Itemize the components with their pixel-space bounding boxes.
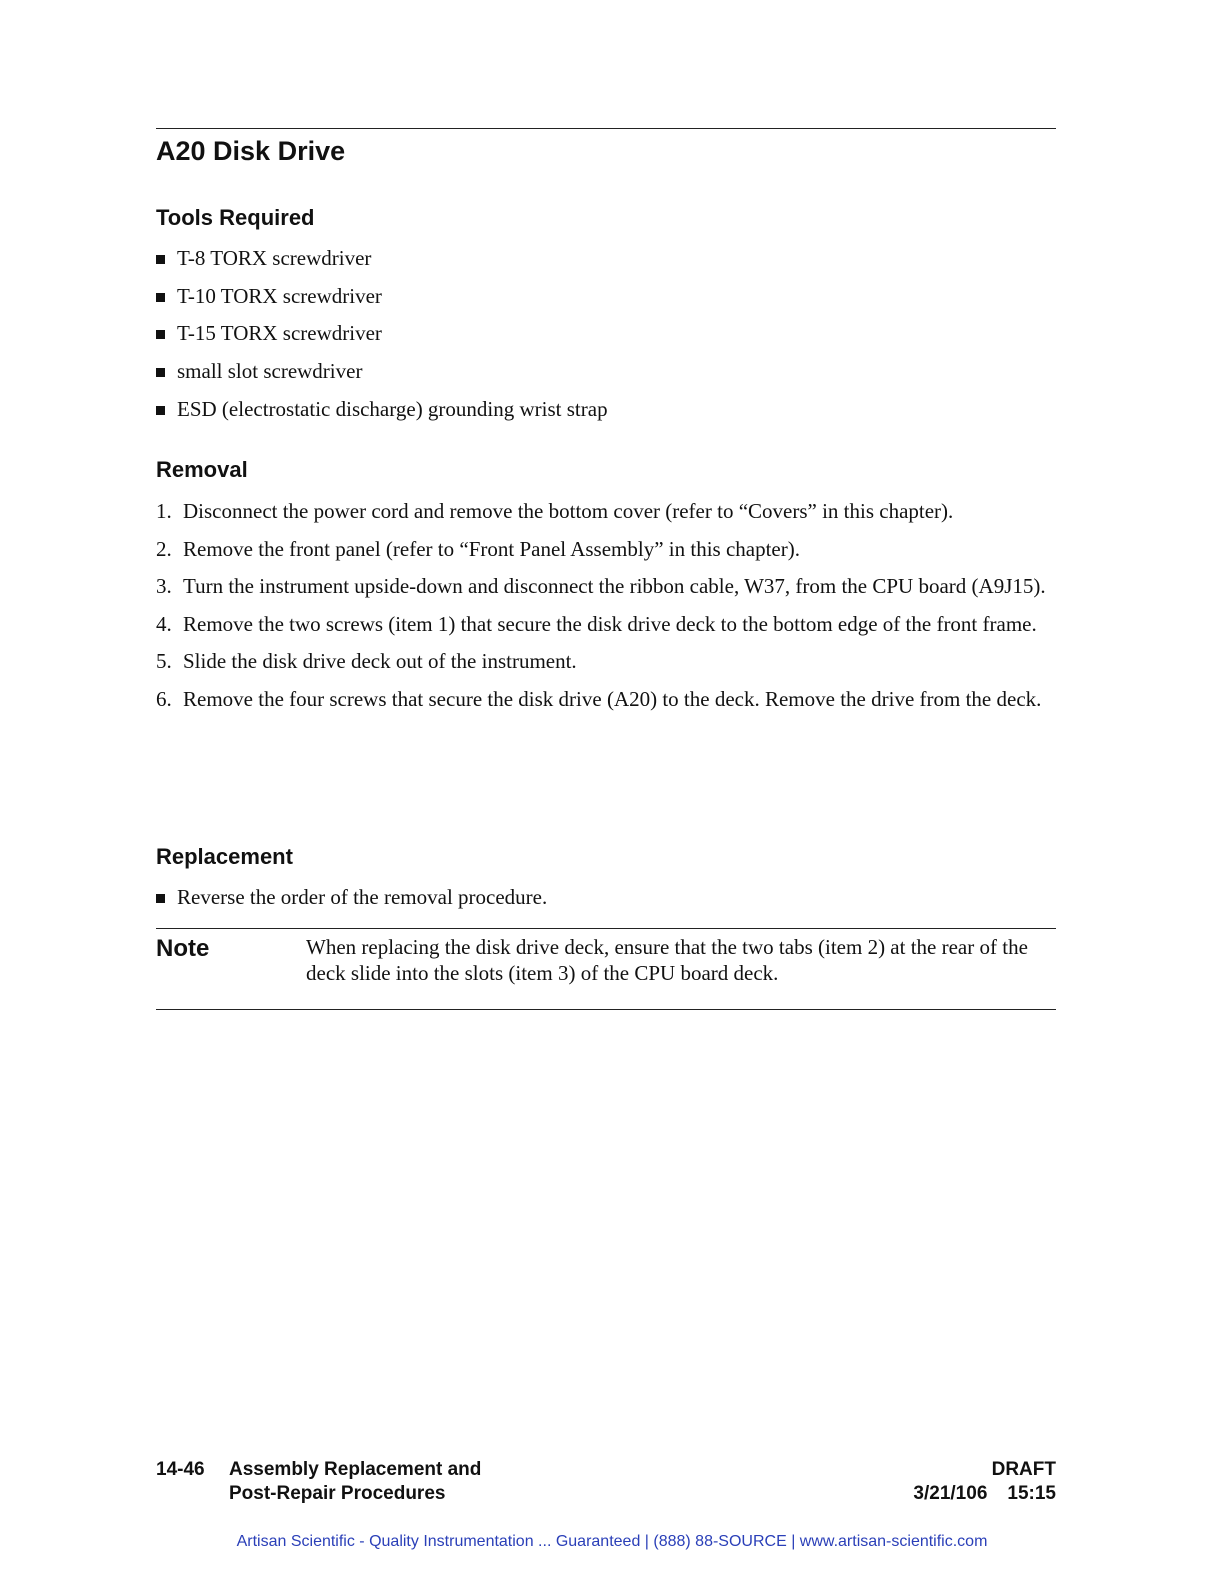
list-item bbox=[156, 283, 1056, 309]
step-text: Remove the front panel (refer to “Front Panel Assembly” in this chapter). bbox=[183, 536, 800, 561]
step-item bbox=[156, 611, 1056, 637]
replacement-list bbox=[156, 884, 1056, 922]
step-item bbox=[156, 648, 1056, 674]
list-item bbox=[156, 358, 1056, 384]
list-item bbox=[156, 396, 1056, 422]
tool-item-text: T-15 TORX screwdriver bbox=[177, 321, 382, 346]
square-bullet-icon bbox=[156, 293, 165, 302]
square-bullet-icon bbox=[156, 894, 165, 903]
list-item bbox=[156, 884, 1056, 910]
vendor-banner: Artisan Scientific - Quality Instrumentation ... Guaranteed | (888) 88-SOURCE | www.artisan-scientific.com bbox=[236, 1533, 988, 1550]
step-text: Remove the four screws that secure the disk drive (A20) to the deck. Remove the drive from the deck. bbox=[183, 686, 1042, 711]
step-text: Remove the two screws (item 1) that secure the disk drive deck to the bottom edge of the front frame. bbox=[183, 611, 1037, 636]
footer-page-number: 14-46 bbox=[156, 1459, 205, 1480]
footer-chapter-line2: Post-Repair Procedures bbox=[229, 1483, 446, 1504]
square-bullet-icon bbox=[156, 330, 165, 339]
note-top-rule bbox=[156, 928, 1056, 929]
tool-item-text: T-10 TORX screwdriver bbox=[177, 283, 382, 308]
step-text: Slide the disk drive deck out of the instrument. bbox=[183, 649, 577, 673]
removal-steps bbox=[156, 498, 1056, 723]
tool-item-text: ESD (electrostatic discharge) grounding wrist strap bbox=[177, 396, 608, 421]
step-item bbox=[156, 573, 1056, 599]
square-bullet-icon bbox=[156, 406, 165, 415]
step-item bbox=[156, 536, 1056, 562]
top-rule bbox=[156, 128, 1056, 129]
tool-item-text: small slot screwdriver bbox=[177, 359, 363, 384]
tools-heading: Tools Required bbox=[156, 205, 315, 230]
replacement-heading: Replacement bbox=[156, 844, 293, 869]
note-bottom-rule bbox=[156, 1009, 1056, 1010]
note-label: Note bbox=[156, 935, 210, 962]
step-number: 3. bbox=[156, 574, 172, 598]
footer-chapter-line1: Assembly Replacement and bbox=[229, 1459, 482, 1480]
footer-datetime bbox=[913, 1482, 1056, 1506]
footer-status bbox=[913, 1458, 1056, 1506]
step-number: 1. bbox=[156, 499, 172, 523]
footer-date: 3/21/106 bbox=[913, 1483, 988, 1504]
page-title: A20 Disk Drive bbox=[156, 136, 346, 166]
replacement-item-text: Reverse the order of the removal procedure. bbox=[177, 885, 548, 909]
step-text: Turn the instrument upside-down and disconnect the ribbon cable, W37, from the CPU board (A9J15). bbox=[183, 574, 1046, 598]
footer-time: 15:15 bbox=[1007, 1483, 1056, 1504]
step-text: Disconnect the power cord and remove the bottom cover (refer to “Covers” in this chapter). bbox=[183, 499, 954, 523]
step-number: 5. bbox=[156, 649, 172, 673]
tools-list bbox=[156, 245, 1056, 433]
removal-heading: Removal bbox=[156, 457, 248, 482]
list-item bbox=[156, 320, 1056, 346]
step-item bbox=[156, 686, 1056, 712]
step-item bbox=[156, 498, 1056, 524]
note-text: When replacing the disk drive deck, ensure that the two tabs (item 2) at the rear of the deck slide into the slots (item 3) of the CPU board deck. bbox=[306, 935, 1028, 985]
step-number: 4. bbox=[156, 611, 172, 636]
square-bullet-icon bbox=[156, 368, 165, 377]
square-bullet-icon bbox=[156, 255, 165, 264]
list-item bbox=[156, 245, 1056, 271]
step-number: 6. bbox=[156, 686, 172, 711]
step-number: 2. bbox=[156, 536, 172, 561]
footer-chapter-title bbox=[229, 1458, 481, 1506]
footer-draft-label: DRAFT bbox=[991, 1459, 1056, 1480]
tool-item-text: T-8 TORX screwdriver bbox=[177, 246, 372, 270]
